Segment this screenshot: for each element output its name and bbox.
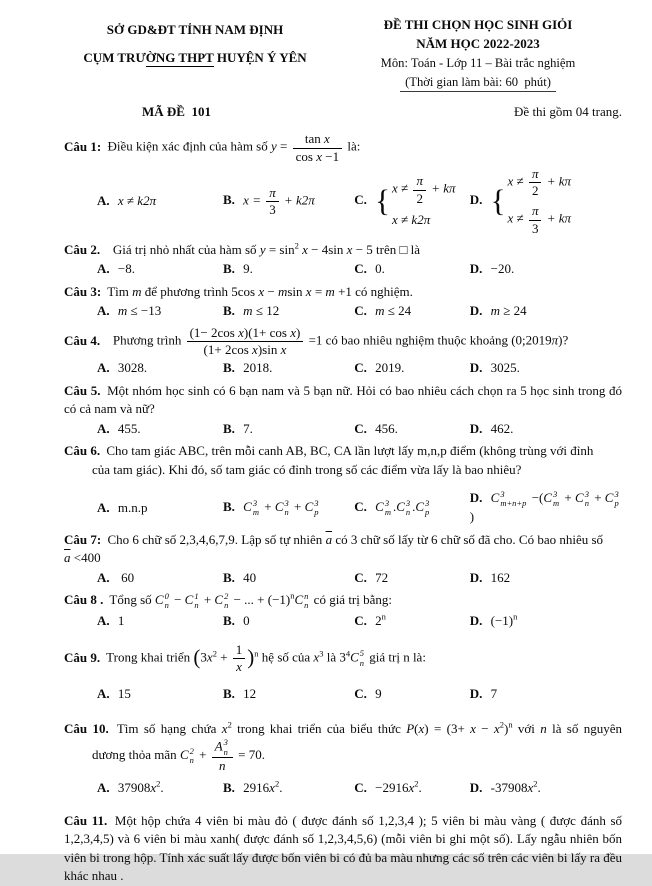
option-c: C. 9 xyxy=(354,686,382,702)
option-label: A. xyxy=(97,686,110,702)
option-d: D. 162 xyxy=(469,569,511,585)
option-b: B. 9. xyxy=(223,261,253,277)
question-line: của tam giác). Khi đó, số tam giác có đỉnh trong số các điểm vừa lấy là bao nhiêu? xyxy=(92,461,522,477)
option-label: C. xyxy=(354,780,367,796)
option-label: A. xyxy=(97,569,110,585)
issuer-underline: ỜNG THPT xyxy=(145,49,214,65)
option-a: A. 455. xyxy=(97,420,141,436)
question xyxy=(64,812,622,886)
fraction: $\frac{\pi}{2}$ xyxy=(411,173,428,207)
option-c: C. $-2916x^2$. xyxy=(354,779,422,796)
superscript: 2 xyxy=(212,648,217,659)
code-row xyxy=(64,104,622,120)
question-number: Câu 8 . xyxy=(64,592,104,608)
option-label: D. xyxy=(469,569,483,585)
options-row xyxy=(64,685,622,703)
question-number: Câu 9. xyxy=(64,649,101,665)
options-row xyxy=(64,779,622,797)
question xyxy=(64,442,622,527)
option-c xyxy=(354,173,470,229)
superscript: 2 xyxy=(533,779,538,789)
fraction: $\frac{\text{(1− 2cos x)(1+ cos x)}}{\text{(1+ 2cos x)sin x}}$ xyxy=(185,325,306,359)
question-number: Câu 6. xyxy=(64,443,101,459)
option-b: B. $2916x^2$. xyxy=(223,779,283,796)
option-label: A. xyxy=(97,612,110,628)
option-a: A. x ≠ k2π xyxy=(97,193,157,209)
question-number: Câu 10. xyxy=(64,720,109,736)
sup-sub-stack: 3 n xyxy=(284,497,289,518)
option-label: D. xyxy=(469,192,483,208)
options-row xyxy=(64,420,622,438)
option-c: C. 0. xyxy=(354,261,385,277)
option-label: A. xyxy=(97,360,110,376)
options-row xyxy=(64,489,622,527)
options-row xyxy=(64,260,622,278)
option-c: C. 2$^n$ xyxy=(354,611,386,628)
question-number: Câu 11. xyxy=(64,812,108,828)
question-number: Câu 2. xyxy=(64,241,101,257)
question-line: dương thỏa mãn C 2 n + A 3 n n = 70. xyxy=(92,737,265,774)
question-number: Câu 1: xyxy=(64,139,102,155)
option-label: A. xyxy=(97,499,110,515)
question-number: Câu 3: xyxy=(64,283,102,299)
question-line: Câu 1: Điều kiện xác định của hàm số y = $\frac{\text{tan x}}{\text{cos x −1}}$ là: xyxy=(64,131,361,164)
sup-sub-stack: 3 n xyxy=(223,737,228,757)
option-label: B. xyxy=(223,420,235,436)
superscript: 2 xyxy=(274,779,280,789)
option-d: D. $-37908x^2$. xyxy=(469,779,541,796)
option-label: C. xyxy=(354,192,367,208)
options-row xyxy=(64,359,622,377)
option-label: A. xyxy=(97,420,110,436)
fraction: $\frac{\pi}{3}$ xyxy=(527,203,544,237)
question-number: Câu 7: xyxy=(64,531,102,547)
sup-sub-stack: 3 n xyxy=(584,488,589,509)
question xyxy=(64,531,622,587)
superscript: 2 xyxy=(499,719,504,730)
option-label: D. xyxy=(469,490,483,505)
sup-sub-stack: 3 m xyxy=(252,497,259,518)
option-label: D. xyxy=(469,360,483,376)
question-line: Câu 8 . Tổng số C 0 n − C 1 n + C 2 n − ... + $(-1)^nC$ n n có giá trị bằng: xyxy=(64,590,393,611)
duration-line: (Thời gian làm bài: 60 phút) xyxy=(334,73,622,92)
sup-sub-stack: 0 n xyxy=(164,590,169,611)
option-label: C. xyxy=(354,420,367,436)
option-a: A. $37908x^2$. xyxy=(97,779,164,796)
option-b: B. 0 xyxy=(223,612,250,628)
superscript: n xyxy=(508,719,513,730)
question xyxy=(64,720,622,798)
option-a: A. 1 xyxy=(97,612,125,628)
superscript: n xyxy=(254,648,259,659)
fraction: $\frac{\pi}{2}$ xyxy=(527,166,544,200)
question xyxy=(64,591,622,630)
option-label: B. xyxy=(223,686,235,702)
option-a: A. 3028. xyxy=(97,360,148,376)
option-d xyxy=(470,166,622,237)
sup-sub-stack: 3 m+n+p xyxy=(500,488,527,509)
option-b: B. 40 xyxy=(223,569,257,585)
option-d: D. 7 xyxy=(469,686,498,702)
page-header xyxy=(64,16,622,91)
superscript: 3 xyxy=(319,648,324,659)
option-label: B. xyxy=(223,612,235,628)
page-count: Đề thi gồm 04 trang. xyxy=(514,104,622,120)
sup-sub-stack: 2 n xyxy=(189,746,194,766)
option-label: B. xyxy=(223,360,235,376)
fraction: $\frac{\text{tan x}}{\text{cos x −1}}$ xyxy=(291,131,344,165)
overbar: $\overline{a}$ xyxy=(325,531,333,547)
exam-title-block xyxy=(334,16,622,91)
question-line: Câu 6. Cho tam giác ABC, trên mỗi canh AB, BC, CA lần lượt lấy m,n,p điểm (không trùng với đỉnh xyxy=(64,443,594,459)
option-label: C. xyxy=(354,499,367,515)
option-label: B. xyxy=(223,499,235,515)
options-row xyxy=(64,166,622,237)
superscript: n xyxy=(381,611,386,622)
option-label: A. xyxy=(97,303,110,319)
superscript: n xyxy=(513,611,518,622)
options-row xyxy=(64,612,622,630)
superscript: 2 xyxy=(156,779,161,789)
option-label: A. xyxy=(97,261,110,277)
option-d: D. −20. xyxy=(469,261,515,277)
option-a: A. 15 xyxy=(97,686,131,702)
option-label: D. xyxy=(469,303,483,319)
option-label: B. xyxy=(223,192,235,208)
option-a: A. m.n.p xyxy=(97,499,148,515)
question-line: Câu 7: Cho 6 chữ số 2,3,4,6,7,9. Lập số tự nhiên $\overline{a}$ có 3 chữ số lấy từ 6 chữ số đã cho. Có bao nhiêu số xyxy=(64,531,604,547)
option-d: D. m ≥ 24 xyxy=(469,303,527,319)
superscript: 2 xyxy=(414,779,419,789)
option-label: B. xyxy=(223,780,235,796)
option-b: B. 2018. xyxy=(223,360,273,376)
exam-title: ĐỀ THI CHỌN HỌC SINH GIỎI xyxy=(383,17,573,32)
option-label: C. xyxy=(354,261,367,277)
question xyxy=(64,642,622,704)
question xyxy=(64,325,622,378)
option-label: B. xyxy=(223,261,235,277)
option-label: D. xyxy=(469,686,483,702)
option-b: B. 12 xyxy=(223,686,257,702)
sup-sub-stack: 3 m xyxy=(553,488,560,509)
exam-code: MÃ ĐỀ 101 xyxy=(142,104,211,120)
option-c: C. m ≤ 24 xyxy=(354,303,412,319)
question-number: Câu 4. xyxy=(64,332,101,348)
sup-sub-stack: 3 p xyxy=(314,497,319,518)
sup-sub-stack: 3 p xyxy=(614,488,619,509)
option-label: D. xyxy=(469,780,483,796)
option-d: D. 3025. xyxy=(469,360,520,376)
option-b: B. C 3 m + C 3 n + C 3 p xyxy=(223,497,319,518)
superscript: 4 xyxy=(345,648,351,659)
sup-sub-stack: 3 p xyxy=(425,497,430,518)
question-list xyxy=(64,131,622,885)
option-a: A. −8. xyxy=(97,261,135,277)
option-label: A. xyxy=(97,780,110,796)
option-d: D. 462. xyxy=(469,420,514,436)
question xyxy=(64,241,622,279)
question-line: Câu 11. Một hộp chứa 4 viên bi màu đỏ ( được đánh số 1,2,3,4 ); 5 viên bi màu vàng ( được đánh số 1,2,3,4,5) và 6 viên bi màu xanh( được đánh số 1,2,3,4,5,6) (mỗi viên bi ghi một số). Lấy ngẫu nhiên bốn viên bi trong hộp. Tính xác suất lấy được bốn viên bi có đủ ba màu nhưng các số trên các viên bi lấy ra đều khác nhau . xyxy=(64,812,623,884)
option-c: C. C 3 m .C 3 n .C 3 p xyxy=(354,497,430,518)
option-b: B. m ≤ 12 xyxy=(223,303,280,319)
subject-line: Môn: Toán - Lớp 11 – Bài trắc nghiệm xyxy=(380,55,576,70)
issuer-line-2: CỤM TRƯỜNG THPT HUYỆN Ý YÊN xyxy=(83,49,307,65)
sup-sub-stack: 1 n xyxy=(194,590,199,611)
option-d: D. $(-1)^n$ xyxy=(469,611,518,628)
question-line: Câu 5. Một nhóm học sinh có 6 bạn nam và 5 bạn nữ. Hỏi có bao nhiêu cách chọn ra 5 học sinh trong đó có cả nam và nữ? xyxy=(64,382,623,417)
cases-brace: { x ≠ $\frac{\pi}{2}$ + kπ x ≠ $\frac{\pi}{3}$ + kπ xyxy=(490,165,572,236)
fraction: $\frac{\pi}{3}$ xyxy=(264,185,281,219)
question xyxy=(64,382,622,438)
option-a: A. m ≤ −13 xyxy=(97,303,162,319)
option-b: B. x = $\frac{\pi}{3}$ + k2π xyxy=(223,184,315,217)
question-number: Câu 5. xyxy=(64,382,101,398)
issuer-block xyxy=(64,16,326,72)
cases-brace: { x ≠ $\frac{\pi}{2}$ + kπ x ≠ k2π xyxy=(375,173,456,227)
option-label: C. xyxy=(354,303,367,319)
option-label: D. xyxy=(469,261,483,277)
question-line: Câu 2. Giá trị nhỏ nhất của hàm số $y = \sin^2 x - 4\sin$ x − 5 trên □ là xyxy=(64,240,420,257)
question xyxy=(64,131,622,237)
option-label: C. xyxy=(354,569,367,585)
school-year: NĂM HỌC 2022-2023 xyxy=(416,35,540,51)
options-row xyxy=(64,302,622,320)
overbar: $\overline{a}$ xyxy=(64,550,71,566)
sup-sub-stack: 5 n xyxy=(359,648,365,668)
option-label: D. xyxy=(469,612,483,628)
option-c: C. 2019. xyxy=(354,360,405,376)
option-label: B. xyxy=(223,569,235,585)
option-b: B. 7. xyxy=(223,420,253,436)
option-c: C. 72 xyxy=(354,569,389,585)
question-line: $\overline{a} <400$ xyxy=(64,550,101,566)
fraction: $\frac{1}{x}$ xyxy=(231,642,248,676)
option-label: C. xyxy=(354,612,367,628)
option-label: B. xyxy=(223,303,235,319)
sup-sub-stack: 2 n xyxy=(224,590,229,611)
option-label: C. xyxy=(354,360,367,376)
option-label: C. xyxy=(354,686,367,702)
question-line: Câu 10. Tìm số hạng chứa $x^2$ trong khai triển của biểu thức $P(x) = (3+ x - x^2)^n$ với n là số nguyên xyxy=(64,719,622,736)
big-paren: ) xyxy=(247,644,255,669)
issuer-line-1: SỞ GD&ĐT TỈNH NAM ĐỊNH xyxy=(106,22,284,37)
options-row xyxy=(64,569,622,587)
option-label: D. xyxy=(469,420,483,436)
superscript: 2 xyxy=(227,719,232,730)
fraction: A 3 n n xyxy=(210,738,235,774)
sup-sub-stack: 3 m xyxy=(384,497,391,518)
option-a: A. 60 xyxy=(97,569,135,585)
superscript: n xyxy=(290,590,295,601)
question-line: Câu 4. Phương trình $\frac{\text{(1− 2cos x)(1+ cos x)}}{\text{(1+ 2cos x)sin x}}$ =1 có bao nhiêu nghiệm thuộc khoảng (0;2019π)? xyxy=(64,324,569,358)
question xyxy=(64,283,622,321)
option-d: D. C 3 m+n+p −(C 3 m + C 3 n + C 3 p ) xyxy=(469,488,619,525)
superscript: 2 xyxy=(294,240,299,251)
question-line: Câu 9. Trong khai triển ($3x^2$ + $\frac{1}{x}$ )$^n$ hệ số của $x^3$ là $3^4C$ 5 n giá trị n là: xyxy=(64,641,426,675)
sup-sub-stack: 3 n xyxy=(405,497,411,518)
sup-sub-stack: n n xyxy=(304,590,309,611)
option-c: C. 456. xyxy=(354,420,398,436)
question-line: Câu 3: Tìm m để phương trình 5cos x − msin x = m +1 có nghiệm. xyxy=(64,283,413,299)
big-paren: ( xyxy=(193,644,201,669)
option-label: A. xyxy=(97,193,110,209)
